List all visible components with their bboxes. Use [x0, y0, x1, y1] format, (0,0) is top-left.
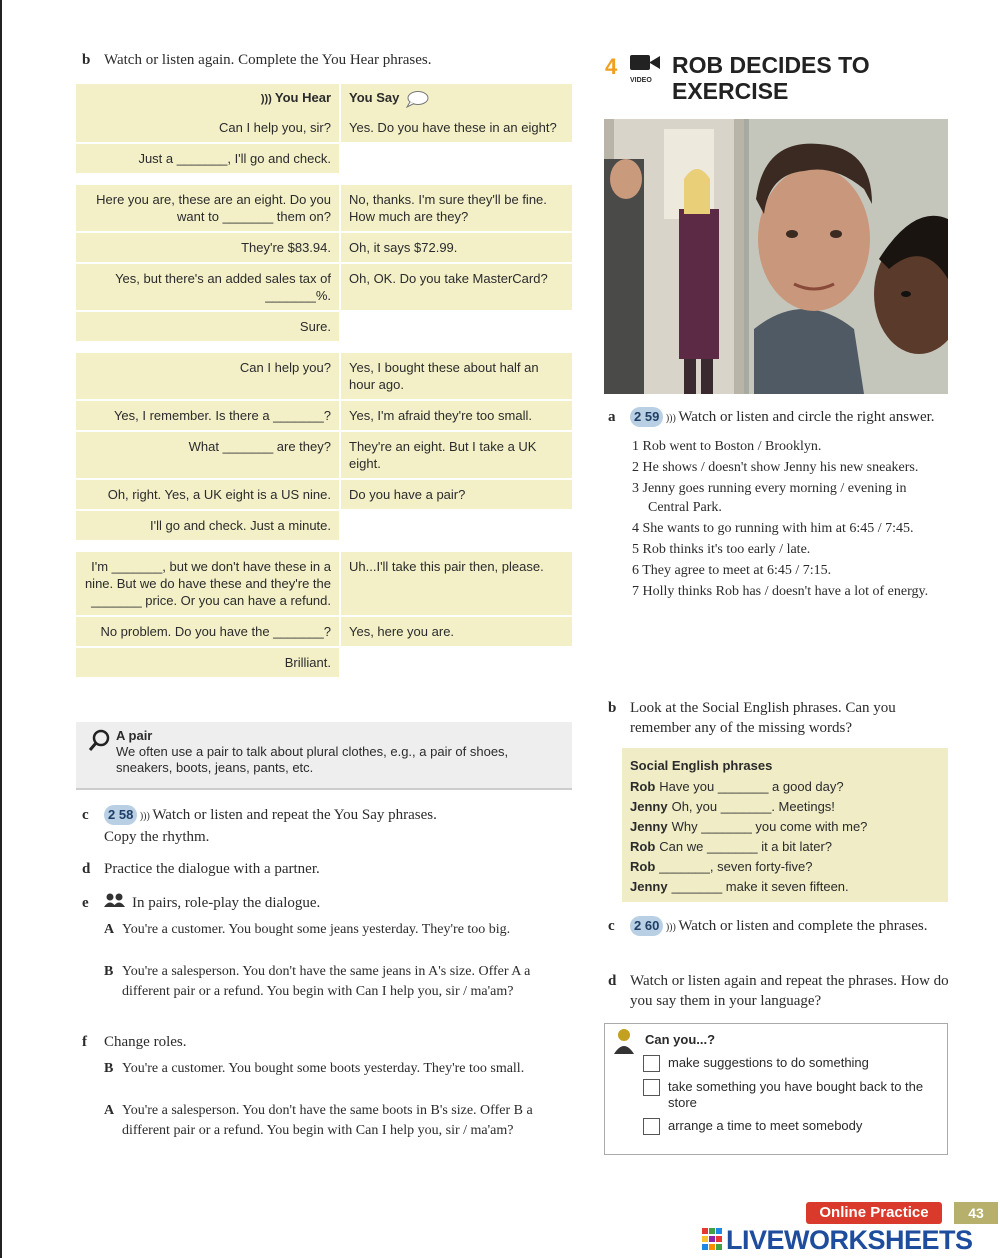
you-hear-cell: Can I help you?: [76, 353, 339, 399]
phrase-text: _______ make it seven fifteen.: [671, 879, 849, 894]
phrase-line: [630, 797, 940, 817]
checkbox[interactable]: [643, 1055, 660, 1072]
exercise-f: f Change roles.: [82, 1034, 187, 1050]
you-hear-header: ))) You Hear: [76, 84, 339, 113]
exercise-f-role-a: A You're a salesperson. You don't have the same boots in B's size. Offer B a different pair or a refund. You begin with Can I help you, sir / ma'am?: [104, 1103, 533, 1138]
table-row: [76, 113, 572, 142]
table-row: [76, 142, 572, 173]
can-you-item-label: make suggestions to do something: [668, 1055, 869, 1070]
you-hear-cell: They're $83.94.: [76, 233, 339, 262]
you-hear-cell: What _______ are they?: [76, 432, 339, 478]
you-hear-cell: Oh, right. Yes, a UK eight is a US nine.: [76, 480, 339, 509]
can-you-item: [643, 1118, 937, 1135]
list-item[interactable]: 1 Rob went to Boston / Brooklyn.: [632, 439, 822, 454]
you-hear-cell: Can I help you, sir?: [76, 113, 339, 142]
can-you-item: [643, 1079, 937, 1111]
table-row: [76, 646, 572, 677]
list-item[interactable]: 4 She wants to go running with him at 6:45 / 7:45.: [632, 521, 914, 536]
exercise-d: d Practice the dialogue with a partner.: [82, 861, 320, 877]
audio-icon: ))): [260, 93, 275, 105]
list-item[interactable]: 6 They agree to meet at 6:45 / 7:15.: [632, 563, 832, 578]
you-say-cell: They're an eight. But I take a UK eight.: [339, 432, 572, 478]
speaker-name: Rob: [630, 779, 656, 794]
can-you-list: [643, 1055, 937, 1135]
list-item[interactable]: 2 He shows / doesn't show Jenny his new sneakers.: [632, 460, 919, 475]
dialogue-rows: [76, 113, 572, 677]
can-you-title: Can you...?: [645, 1032, 716, 1047]
audio-track-badge[interactable]: 2 60: [630, 916, 663, 936]
note-title: A pair: [116, 728, 153, 743]
page-edge-line: [0, 0, 2, 1258]
table-row: [76, 615, 572, 646]
audio-icon: ))): [663, 922, 679, 933]
you-say-cell: Oh, it says $72.99.: [339, 233, 572, 262]
list-item[interactable]: 3 Jenny goes running every morning / evening in Central Park.: [632, 481, 907, 515]
section-title: ROB DECIDES TO EXERCISE: [672, 52, 870, 104]
phrase-text: Oh, you _______. Meetings!: [671, 799, 835, 814]
can-you-item: [643, 1055, 937, 1072]
list-item[interactable]: 7 Holly thinks Rob has / doesn't have a lot of energy.: [632, 584, 929, 599]
you-hear-cell: No problem. Do you have the _______?: [76, 617, 339, 646]
you-say-cell: [339, 144, 572, 173]
phrase-line: [630, 857, 940, 877]
you-hear-cell: I'm _______, but we don't have these in a nine. But we do have these and they're the _______ price. Or you can have a refund.: [76, 552, 339, 615]
you-hear-cell: I'll go and check. Just a minute.: [76, 511, 339, 540]
can-you-item-label: arrange a time to meet somebody: [668, 1118, 863, 1133]
audio-track-badge[interactable]: 2 58: [104, 805, 137, 825]
exercise-b-instruction: b Watch or listen again. Complete the You Hear phrases.: [82, 52, 432, 68]
section-number: 4: [605, 54, 618, 79]
audio-track-badge[interactable]: 2 59: [630, 407, 663, 427]
phrase-text: _______, seven forty-five?: [659, 859, 813, 874]
phrases-list: [630, 777, 940, 897]
exercise-c-right: c 2 60 ))) Watch or listen and complete the phrases.: [608, 918, 928, 934]
exercise-a: a 2 59 ))) Watch or listen and circle the right answer. 1 Rob went to Boston / Brooklyn. 2 He shows / doesn't show Jenny his new sneakers. 3 Jenny goes running every morning / evening in Central Park. 4 She wants to go running with him at 6:45 / 7:45. 5 Rob thinks it's too early / late. 6 They agree to meet at 6:45 / 7:15. 7 Holly thinks Rob has / doesn't have a lot of energy.: [608, 407, 948, 603]
you-say-cell: Do you have a pair?: [339, 480, 572, 509]
speaker-name: Rob: [630, 859, 656, 874]
table-row: [76, 262, 572, 310]
you-say-cell: No, thanks. I'm sure they'll be fine. How much are they?: [339, 185, 572, 231]
speaker-name: Rob: [630, 839, 656, 854]
speaker-name: Jenny: [630, 819, 668, 834]
answer-list: [632, 437, 948, 601]
audio-icon: ))): [663, 413, 679, 424]
you-hear-cell: Just a _______, I'll go and check.: [76, 144, 339, 173]
you-say-header: You Say: [339, 84, 572, 113]
you-say-cell: Oh, OK. Do you take MasterCard?: [339, 264, 572, 310]
person-icon: [613, 1028, 635, 1054]
video-still-photo: [604, 119, 948, 394]
can-you-box: [604, 1023, 948, 1155]
list-item[interactable]: 5 Rob thinks it's too early / late.: [632, 542, 811, 557]
online-practice-button[interactable]: Online Practice: [806, 1202, 942, 1224]
you-say-cell: [339, 511, 572, 540]
table-row: [76, 399, 572, 430]
table-row: [76, 183, 572, 231]
video-icon: [628, 54, 662, 84]
dialogue-table: [76, 84, 572, 677]
audio-icon: ))): [137, 811, 153, 822]
phrase-text: Why _______ you come with me?: [671, 819, 868, 834]
note-text: We often use a pair to talk about plural clothes, e.g., a pair of shoes, sneakers, boots, jeans, pants, etc.: [116, 744, 509, 775]
table-row: [76, 550, 572, 615]
you-say-cell: [339, 648, 572, 677]
exercise-f-role-b: B You're a customer. You bought some boots yesterday. They're too small.: [104, 1061, 525, 1076]
speech-bubble-icon: [405, 90, 429, 108]
liveworksheets-logo: LIVEWORKSHEETS: [702, 1225, 973, 1255]
you-hear-cell: Yes, I remember. Is there a _______?: [76, 401, 339, 430]
you-say-cell: Yes, I'm afraid they're too small.: [339, 401, 572, 430]
exercise-letter: b: [82, 52, 91, 68]
table-row: [76, 231, 572, 262]
a-pair-note: [76, 722, 572, 790]
pair-people-icon: [104, 893, 126, 907]
you-say-cell: Yes, I bought these about half an hour ago.: [339, 353, 572, 399]
you-say-cell: Uh...I'll take this pair then, please.: [339, 552, 572, 615]
can-you-item-label: take something you have bought back to the store: [668, 1079, 924, 1110]
phrases-title: Social English phrases: [630, 758, 773, 773]
magnifier-icon: [88, 728, 112, 752]
exercise-e-role-b: B You're a salesperson. You don't have the same jeans in A's size. Offer A a different pair or a refund. You begin with Can I help you, sir / ma'am?: [104, 964, 531, 999]
table-row: [76, 351, 572, 399]
checkbox[interactable]: [643, 1079, 660, 1096]
checkbox[interactable]: [643, 1118, 660, 1135]
exercise-d-right: d Watch or listen again and repeat the phrases. How do you say them in your language?: [608, 973, 949, 1009]
video-label: VIDEO: [630, 77, 652, 84]
speaker-name: Jenny: [630, 879, 668, 894]
you-hear-cell: Sure.: [76, 312, 339, 341]
exercise-b-social: b Look at the Social English phrases. Can you remember any of the missing words?: [608, 700, 896, 736]
phrase-line: [630, 817, 940, 837]
table-row: [76, 430, 572, 478]
page-number: 43: [954, 1202, 998, 1224]
you-say-cell: [339, 312, 572, 341]
you-hear-cell: Yes, but there's an added sales tax of _______%.: [76, 264, 339, 310]
table-header: [76, 84, 572, 113]
phrase-text: Can we _______ it a bit later?: [659, 839, 833, 854]
you-hear-cell: Brilliant.: [76, 648, 339, 677]
table-row: [76, 509, 572, 540]
exercise-c: c 2 58 ))) Watch or listen and repeat the You Say phrases. Copy the rhythm.: [82, 807, 437, 845]
you-say-cell: Yes. Do you have these in an eight?: [339, 113, 572, 142]
liveworksheets-grid-icon: [702, 1228, 724, 1252]
table-row: [76, 478, 572, 509]
you-say-cell: Yes, here you are.: [339, 617, 572, 646]
phrase-line: [630, 777, 940, 797]
you-hear-cell: Here you are, these are an eight. Do you want to _______ them on?: [76, 185, 339, 231]
speaker-name: Jenny: [630, 799, 668, 814]
phrase-line: [630, 837, 940, 857]
exercise-e: e In pairs, role-play the dialogue.: [82, 895, 321, 911]
social-english-phrases-box: [622, 748, 948, 902]
phrase-text: Have you _______ a good day?: [659, 779, 844, 794]
phrase-line: [630, 877, 940, 897]
table-row: [76, 310, 572, 341]
exercise-e-role-a: A You're a customer. You bought some jeans yesterday. They're too big.: [104, 922, 511, 937]
